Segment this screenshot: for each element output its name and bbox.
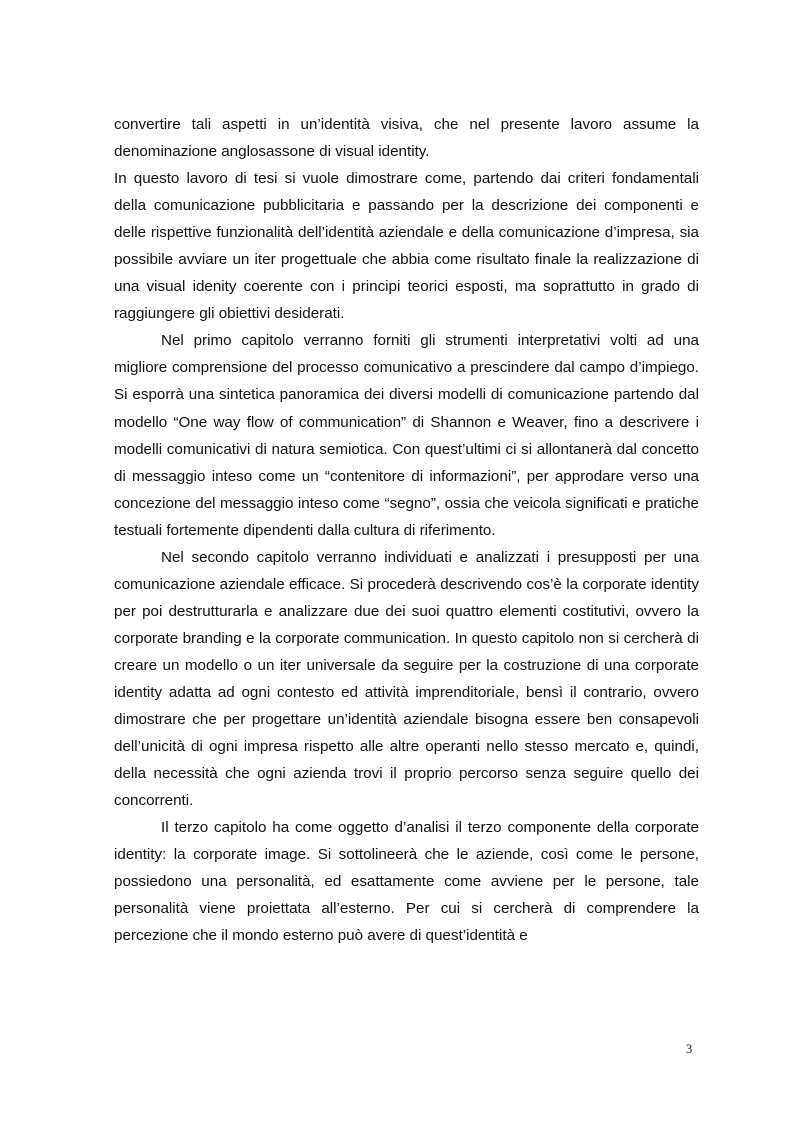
paragraph-chapter-three: Il terzo capitolo ha come oggetto d’analisi il terzo componente della corporate identity: la corporate image. Si sottolineerà che le aziende, così come le persone, possiedono una personalità, ed esattamente come avviene per le persone, tale personalità viene proiettata all’esterno. Per cui si cercherà di comprendere la percezione che il mondo esterno può avere di quest’identità e [114, 819, 699, 945]
paragraph-continuation: convertire tali aspetti in un’identità visiva, che nel presente lavoro assume la denominazione anglosassone di visual identity. [114, 116, 699, 161]
paragraph-thesis-aim: In questo lavoro di tesi si vuole dimostrare come, partendo dai criteri fondamentali della comunicazione pubblicitaria e passando per la descrizione dei componenti e delle rispettive funzionalità dell’identità aziendale e della comunicazione d’impresa, sia possibile avviare un iter progettuale che abbia come risultato finale la realizzazione di una visual idenity coerente con i principi teorici esposti, ma soprattutto in grado di raggiungere gli obiettivi desiderati. [114, 170, 699, 323]
paragraph-chapter-two: Nel secondo capitolo verranno individuati e analizzati i presupposti per una comunicazione aziendale efficace. Si procederà descrivendo cos’è la corporate identity per poi destrutturarla e analizzare due dei suoi quattro elementi costitutivi, ovvero la corporate branding e la corporate communication. In questo capitolo non si cercherà di creare un modello o un iter universale da seguire per la costruzione di una corporate identity adatta ad ogni contesto ed attività imprenditoriale, bensì il contrario, ovvero dimostrare che per progettare un’identità aziendale bisogna essere ben consapevoli dell’unicità di ogni impresa rispetto alle altre operanti nello stesso mercato e, quindi, della necessità che ogni azienda trovi il proprio percorso senza seguire quello dei concorrenti. [114, 548, 699, 810]
body-text [114, 111, 699, 949]
paragraph-chapter-one: Nel primo capitolo verranno forniti gli strumenti interpretativi volti ad una migliore comprensione del processo comunicativo a prescindere dal campo d’impiego. Si esporrà una sintetica panoramica dei diversi modelli di comunicazione partendo dal modello “One way flow of communication” di Shannon e Weaver, fino a descrivere i modelli comunicativi di natura semiotica. Con quest’ultimi ci si allontanerà dal concetto di messaggio inteso come un “contenitore di informazioni”, per approdare verso una concezione del messaggio inteso come “segno”, ossia che veicola significati e pratiche testuali fortemente dipendenti dalla cultura di riferimento. [114, 332, 699, 539]
page-number: 3 [686, 1042, 693, 1056]
